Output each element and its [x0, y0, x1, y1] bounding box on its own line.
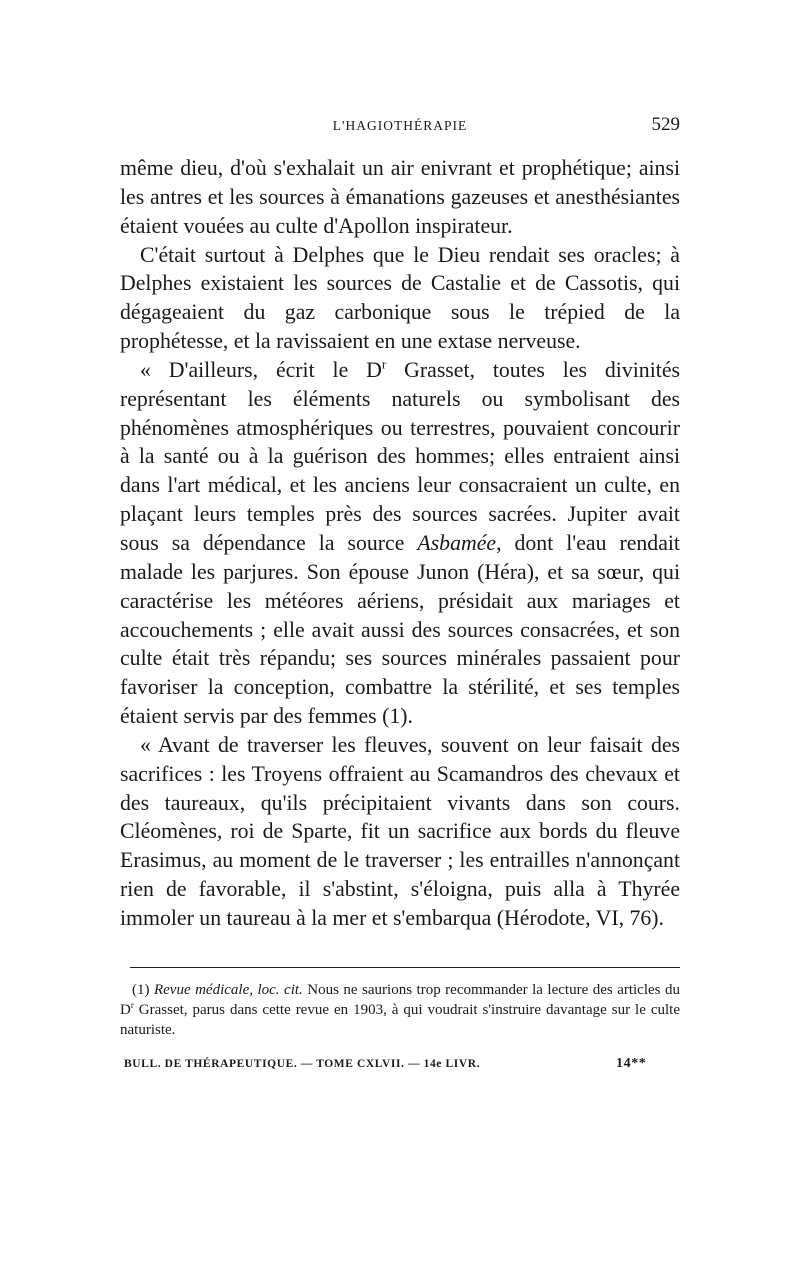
signature-sheet-mark: 14** [616, 1055, 647, 1071]
footnote-doctor-sup: r [130, 999, 134, 1010]
footnote-citation-italic: Revue médicale, loc. cit. [153, 981, 303, 998]
footnote-text-b: Grasset, parus dans cette revue en 1903, à qui voudrait s'instruire davantage sur le culte naturiste. [120, 1001, 680, 1038]
running-head [120, 112, 680, 140]
doctor-abbrev-sup: r [381, 356, 387, 372]
page-number: 529 [651, 114, 680, 135]
source-name-italic: Asbamée [417, 530, 497, 555]
paragraph-4: « Avant de traverser les fleuves, souvent on leur faisait des sacrifices : les Troyens offraient au Scamandros des chevaux et des taureaux, qu'ils précipitaient vivants dans son cours. Cléomènes, roi de Sparte, fit un sacrifice aux bords du fleuve Erasimus, au moment de le traverser ; les entrailles n'annonçant rien de favorable, il s'abstint, s'éloigna, puis alla à Thyrée immoler un taureau à la mer et s'embarqua (Hérodote, VI, 76). [120, 732, 680, 930]
paragraph-1: même dieu, d'où s'exhalait un air enivrant et prophétique; ainsi les antres et les sources à émanations gazeuses et anesthésiantes étaient vouées au culte d'Apollon inspirateur. [120, 156, 680, 238]
signature-bulletin-info: BULL. DE THÉRAPEUTIQUE. — TOME CXLVII. — 14e LIVR. [124, 1057, 481, 1070]
footnote-rule [130, 967, 680, 968]
paragraph-3-part-c: , dont l'eau rendait malade les parjures. Son épouse Junon (Héra), et sa sœur, qui caractérise les météores aériens, présidait aux mariages et accouchements ; elle avait aussi des sources consacrées, et son culte était très répandu; ses sources minérales passaient pour favoriser la conception, combattre la stérilité, et ses temples étaient servis par des femmes (1). [120, 530, 680, 729]
printer-signature-line [120, 1056, 680, 1078]
paragraph-3-part-b: Grasset, toutes les divinités représentant les éléments naturels ou symbolisant des phénomènes atmosphériques ou terrestres, pouvaient concourir à la santé ou à la guérison des hommes; elles entraient ainsi dans l'art médical, et les anciens leur consacraient un culte, en plaçant leurs temples près des sources sacrées. Jupiter avait sous sa dépendance la source [120, 357, 680, 555]
paragraph-2: C'était surtout à Delphes que le Dieu rendait ses oracles; à Delphes existaient les sources de Castalie et de Cassotis, qui dégageaient du gaz carbonique sous le trépied de la prophétesse, et la ravissaient en une extase nerveuse. [120, 242, 680, 354]
book-page [120, 112, 680, 1078]
paragraph-3-part-a: « D'ailleurs, écrit le D [140, 357, 382, 382]
footnote [120, 980, 680, 1040]
body-text [120, 154, 680, 933]
paragraph-3 [120, 356, 680, 731]
footnote-text-a: Nous ne saurions trop recommander la lecture des articles du D [120, 981, 680, 1018]
footnote-marker: (1) [132, 981, 154, 998]
running-title: L'HAGIOTHÉRAPIE [332, 118, 468, 133]
